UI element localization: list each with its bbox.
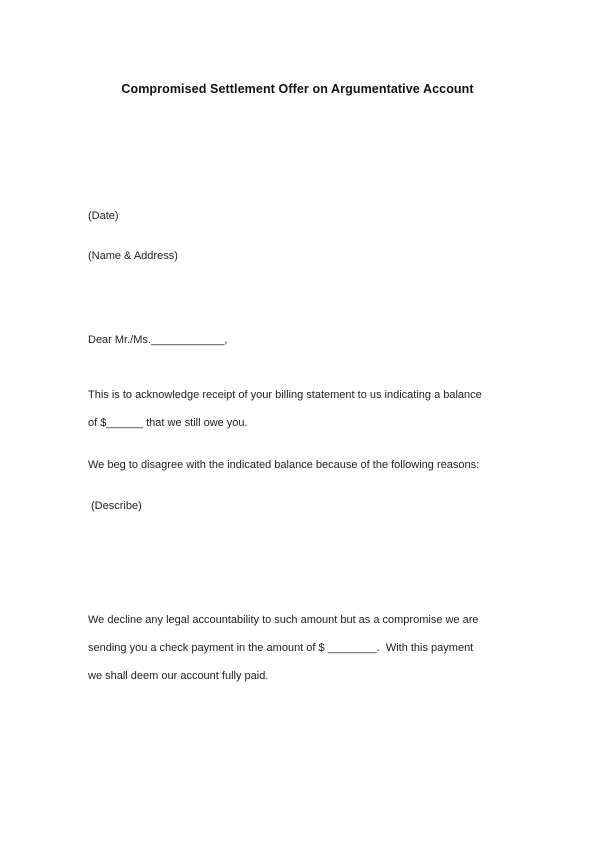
name-address-placeholder: (Name & Address) <box>88 250 178 262</box>
paragraph-2: We beg to disagree with the indicated balance because of the following reasons: <box>88 459 480 471</box>
paragraph-3-line-2: sending you a check payment in the amount of $ ________. With this payment <box>88 642 474 654</box>
date-placeholder: (Date) <box>88 210 119 222</box>
document-title: Compromised Settlement Offer on Argumentative Account <box>121 82 474 96</box>
paragraph-1-line-2: of $______ that we still owe you. <box>88 417 248 429</box>
paragraph-1-line-1: This is to acknowledge receipt of your billing statement to us indicating a balance <box>88 389 482 401</box>
paragraph-3-line-3: we shall deem our account fully paid. <box>88 670 269 682</box>
salutation: Dear Mr./Ms.____________, <box>88 334 228 346</box>
describe-placeholder: (Describe) <box>91 500 142 512</box>
paragraph-3-line-1: We decline any legal accountability to such amount but as a compromise we are <box>88 614 479 626</box>
